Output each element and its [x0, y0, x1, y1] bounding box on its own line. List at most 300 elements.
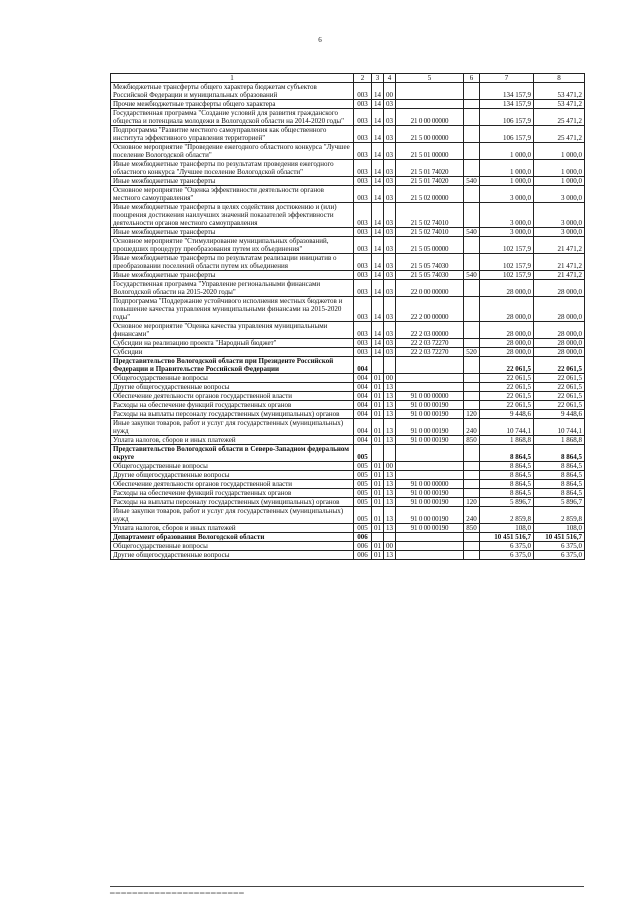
row-amount-2: 1 000,0	[534, 143, 585, 160]
row-amount-1: 6 375,0	[480, 551, 534, 560]
row-section-code	[372, 533, 384, 542]
row-amount-1: 10 744,1	[480, 419, 534, 436]
row-name: Обеспечение деятельности органов государственной власти	[111, 480, 354, 489]
row-target-code: 21 5 02 74010	[396, 228, 464, 237]
row-expense-type: 120	[464, 498, 480, 507]
row-subsection-code: 00	[384, 462, 396, 471]
row-amount-2: 21 471,2	[534, 237, 585, 254]
row-expense-type	[464, 109, 480, 126]
row-amount-2: 9 448,6	[534, 410, 585, 419]
row-expense-type	[464, 445, 480, 462]
row-subsection-code: 13	[384, 471, 396, 480]
row-amount-2: 10 744,1	[534, 419, 585, 436]
row-amount-2: 25 471,2	[534, 126, 585, 143]
row-ministry-code: 004	[354, 410, 372, 419]
row-section-code: 01	[372, 374, 384, 383]
row-target-code: 91 0 00 00190	[396, 410, 464, 419]
row-amount-2: 28 000,0	[534, 339, 585, 348]
table-row	[111, 445, 585, 462]
row-ministry-code: 004	[354, 392, 372, 401]
row-section-code: 14	[372, 254, 384, 271]
row-subsection-code: 03	[384, 339, 396, 348]
row-ministry-code: 003	[354, 322, 372, 339]
row-section-code: 01	[372, 507, 384, 524]
row-name: Иные межбюджетные трансферты по результатам проведения ежегодного областного конкурса "Лучшее поселение Вологодской области"	[111, 160, 354, 177]
row-target-code: 21 5 02 74010	[396, 203, 464, 228]
row-target-code: 22 2 03 72270	[396, 348, 464, 357]
table-row	[111, 237, 585, 254]
row-ministry-code: 003	[354, 160, 372, 177]
row-section-code: 01	[372, 480, 384, 489]
row-section-code: 01	[372, 542, 384, 551]
row-subsection-code: 03	[384, 254, 396, 271]
row-amount-2: 3 000,0	[534, 203, 585, 228]
row-expense-type: 240	[464, 507, 480, 524]
row-target-code: 91 0 00 00190	[396, 419, 464, 436]
row-amount-2: 3 000,0	[534, 186, 585, 203]
row-expense-type	[464, 280, 480, 297]
row-amount-1: 1 868,8	[480, 436, 534, 445]
header-cell: 7	[480, 74, 534, 83]
row-subsection-code: 13	[384, 401, 396, 410]
row-section-code: 14	[372, 186, 384, 203]
row-name: Иные межбюджетные трансферты в целях содействия достижению и (или) поощрения достижения наилучших значений показателей эффективности деятельности органов местного самоуправления	[111, 203, 354, 228]
row-name: Иные межбюджетные трансферты	[111, 271, 354, 280]
row-subsection-code: 13	[384, 383, 396, 392]
row-section-code: 01	[372, 401, 384, 410]
row-ministry-code: 003	[354, 297, 372, 322]
row-expense-type	[464, 471, 480, 480]
row-subsection-code: 13	[384, 419, 396, 436]
row-subsection-code: 03	[384, 177, 396, 186]
row-subsection-code: 03	[384, 203, 396, 228]
row-expense-type: 120	[464, 410, 480, 419]
row-name: Расходы на выплаты персоналу государственных (муниципальных) органов	[111, 410, 354, 419]
row-ministry-code: 004	[354, 357, 372, 374]
row-name: Другие общегосударственные вопросы	[111, 551, 354, 560]
row-expense-type	[464, 100, 480, 109]
row-target-code	[396, 374, 464, 383]
row-amount-1: 2 859,8	[480, 507, 534, 524]
row-section-code: 01	[372, 524, 384, 533]
row-target-code: 91 0 00 00000	[396, 392, 464, 401]
row-section-code: 14	[372, 237, 384, 254]
row-name: Подпрограмма "Развитие местного самоуправления как общественного института эффективного управления территорией"	[111, 126, 354, 143]
row-name: Расходы на обеспечение функций государственных органов	[111, 489, 354, 498]
row-ministry-code: 003	[354, 228, 372, 237]
row-expense-type	[464, 480, 480, 489]
row-subsection-code	[384, 445, 396, 462]
row-section-code: 14	[372, 348, 384, 357]
page-number: 6	[318, 36, 322, 44]
table-row	[111, 177, 585, 186]
row-ministry-code: 003	[354, 339, 372, 348]
row-subsection-code: 03	[384, 271, 396, 280]
table-row	[111, 533, 585, 542]
row-name: Обеспечение деятельности органов государственной власти	[111, 392, 354, 401]
row-target-code: 22 2 03 72270	[396, 339, 464, 348]
row-amount-1: 102 157,9	[480, 237, 534, 254]
row-subsection-code: 13	[384, 480, 396, 489]
row-amount-2: 108,0	[534, 524, 585, 533]
row-target-code	[396, 533, 464, 542]
row-name: Департамент образования Вологодской области	[111, 533, 354, 542]
row-target-code: 91 0 00 00000	[396, 480, 464, 489]
row-amount-1: 1 000,0	[480, 177, 534, 186]
row-amount-2: 6 375,0	[534, 542, 585, 551]
table-row	[111, 383, 585, 392]
row-name: Основное мероприятие "Стимулирование муниципальных образований, прошедших процедуру преобразования путем их объединения"	[111, 237, 354, 254]
row-amount-1: 8 864,5	[480, 462, 534, 471]
row-expense-type	[464, 83, 480, 100]
row-section-code: 01	[372, 551, 384, 560]
row-expense-type	[464, 143, 480, 160]
row-amount-1: 8 864,5	[480, 489, 534, 498]
row-expense-type	[464, 339, 480, 348]
row-section-code: 14	[372, 228, 384, 237]
table-row	[111, 436, 585, 445]
row-amount-2: 22 061,5	[534, 374, 585, 383]
row-expense-type: 850	[464, 436, 480, 445]
row-amount-1: 1 000,0	[480, 160, 534, 177]
table-row	[111, 143, 585, 160]
row-subsection-code: 13	[384, 436, 396, 445]
row-name: Иные закупки товаров, работ и услуг для государственных (муниципальных) нужд	[111, 507, 354, 524]
row-ministry-code: 003	[354, 348, 372, 357]
row-amount-2: 28 000,0	[534, 280, 585, 297]
row-amount-1: 8 864,5	[480, 471, 534, 480]
row-expense-type: 540	[464, 228, 480, 237]
row-amount-2: 5 896,7	[534, 498, 585, 507]
row-ministry-code: 006	[354, 551, 372, 560]
row-subsection-code: 00	[384, 374, 396, 383]
row-name: Иные межбюджетные трансферты	[111, 228, 354, 237]
row-amount-2: 8 864,5	[534, 445, 585, 462]
row-name: Иные межбюджетные трансферты	[111, 177, 354, 186]
row-target-code: 22 2 03 00000	[396, 322, 464, 339]
header-cell: 4	[384, 74, 396, 83]
table-row	[111, 462, 585, 471]
row-ministry-code: 003	[354, 271, 372, 280]
row-amount-1: 28 000,0	[480, 322, 534, 339]
row-section-code: 01	[372, 489, 384, 498]
row-expense-type	[464, 357, 480, 374]
row-amount-2: 53 471,2	[534, 100, 585, 109]
row-ministry-code: 004	[354, 383, 372, 392]
row-amount-1: 102 157,9	[480, 254, 534, 271]
row-ministry-code: 005	[354, 489, 372, 498]
row-name: Основное мероприятие "Оценка эффективности деятельности органов местного самоуправления"	[111, 186, 354, 203]
row-ministry-code: 005	[354, 462, 372, 471]
row-subsection-code: 13	[384, 524, 396, 533]
row-amount-1: 106 157,9	[480, 126, 534, 143]
table-row	[111, 160, 585, 177]
table-row	[111, 109, 585, 126]
row-name: Расходы на выплаты персоналу государственных (муниципальных) органов	[111, 498, 354, 507]
row-amount-2: 1 868,8	[534, 436, 585, 445]
row-name: Другие общегосударственные вопросы	[111, 383, 354, 392]
row-name: Иные закупки товаров, работ и услуг для государственных (муниципальных) нужд	[111, 419, 354, 436]
row-amount-1: 22 061,5	[480, 357, 534, 374]
row-name: Субсидии на реализацию проекта "Народный бюджет"	[111, 339, 354, 348]
row-ministry-code: 006	[354, 542, 372, 551]
table-row	[111, 203, 585, 228]
row-amount-2: 1 000,0	[534, 177, 585, 186]
row-expense-type	[464, 254, 480, 271]
table-row	[111, 498, 585, 507]
table-row	[111, 410, 585, 419]
row-amount-1: 8 864,5	[480, 445, 534, 462]
row-section-code: 14	[372, 160, 384, 177]
row-subsection-code: 03	[384, 237, 396, 254]
row-name: Уплата налогов, сборов и иных платежей	[111, 436, 354, 445]
row-amount-1: 108,0	[480, 524, 534, 533]
row-section-code: 14	[372, 322, 384, 339]
row-amount-1: 102 157,9	[480, 271, 534, 280]
row-expense-type: 540	[464, 271, 480, 280]
row-name: Представительство Вологодской области при Президенте Российской Федерации и Правительстве Российской Федерации	[111, 357, 354, 374]
row-ministry-code: 003	[354, 100, 372, 109]
row-expense-type	[464, 489, 480, 498]
row-amount-2: 3 000,0	[534, 228, 585, 237]
row-target-code: 91 0 00 00190	[396, 498, 464, 507]
row-section-code: 14	[372, 280, 384, 297]
row-name: Основное мероприятие "Проведение ежегодного областного конкурса "Лучшее поселение Вологодской области"	[111, 143, 354, 160]
row-section-code	[372, 357, 384, 374]
row-section-code: 01	[372, 498, 384, 507]
header-row	[111, 74, 585, 83]
row-target-code	[396, 471, 464, 480]
row-expense-type	[464, 533, 480, 542]
row-expense-type	[464, 392, 480, 401]
row-amount-2: 6 375,0	[534, 551, 585, 560]
row-amount-1: 28 000,0	[480, 339, 534, 348]
table-row	[111, 339, 585, 348]
row-amount-2: 8 864,5	[534, 489, 585, 498]
row-amount-2: 28 000,0	[534, 297, 585, 322]
table-row	[111, 489, 585, 498]
row-target-code: 21 0 00 00000	[396, 109, 464, 126]
row-target-code: 22 0 00 00000	[396, 280, 464, 297]
row-ministry-code: 005	[354, 507, 372, 524]
row-expense-type	[464, 322, 480, 339]
row-amount-1: 10 451 516,7	[480, 533, 534, 542]
row-amount-1: 22 061,5	[480, 374, 534, 383]
row-subsection-code	[384, 357, 396, 374]
row-amount-1: 8 864,5	[480, 480, 534, 489]
table-row	[111, 280, 585, 297]
row-section-code: 01	[372, 383, 384, 392]
row-name: Прочие межбюджетные трансферты общего характера	[111, 100, 354, 109]
row-amount-1: 134 157,9	[480, 83, 534, 100]
next-page-fragment	[110, 886, 584, 897]
row-amount-1: 106 157,9	[480, 109, 534, 126]
row-subsection-code: 13	[384, 392, 396, 401]
row-section-code: 01	[372, 471, 384, 480]
table-row	[111, 419, 585, 436]
row-amount-2: 8 864,5	[534, 462, 585, 471]
table-row	[111, 83, 585, 100]
row-section-code: 14	[372, 177, 384, 186]
row-amount-2: 53 471,2	[534, 83, 585, 100]
row-expense-type	[464, 186, 480, 203]
row-subsection-code: 03	[384, 100, 396, 109]
table-row	[111, 297, 585, 322]
row-subsection-code: 03	[384, 109, 396, 126]
row-ministry-code: 003	[354, 203, 372, 228]
row-ministry-code: 003	[354, 109, 372, 126]
row-name: Подпрограмма "Поддержание устойчивого исполнения местных бюджетов и повышение качества управления муниципальными финансами на 2015-2020 годы"	[111, 297, 354, 322]
table-row	[111, 100, 585, 109]
row-subsection-code: 03	[384, 186, 396, 203]
row-name: Общегосударственные вопросы	[111, 462, 354, 471]
row-target-code: 91 0 00 00190	[396, 524, 464, 533]
row-target-code	[396, 445, 464, 462]
row-target-code	[396, 100, 464, 109]
row-amount-2: 21 471,2	[534, 254, 585, 271]
row-amount-1: 22 061,5	[480, 392, 534, 401]
header-cell: 5	[396, 74, 464, 83]
row-amount-1: 22 061,5	[480, 383, 534, 392]
row-subsection-code: 00	[384, 83, 396, 100]
table-row	[111, 228, 585, 237]
row-ministry-code: 004	[354, 436, 372, 445]
table-row	[111, 357, 585, 374]
row-subsection-code: 13	[384, 410, 396, 419]
row-target-code	[396, 542, 464, 551]
row-ministry-code: 003	[354, 126, 372, 143]
row-amount-2: 22 061,5	[534, 357, 585, 374]
row-name: Расходы на обеспечение функций государственных органов	[111, 401, 354, 410]
row-target-code: 21 5 01 74020	[396, 177, 464, 186]
row-name: Уплата налогов, сборов и иных платежей	[111, 524, 354, 533]
row-amount-2: 8 864,5	[534, 480, 585, 489]
row-target-code	[396, 383, 464, 392]
row-ministry-code: 003	[354, 186, 372, 203]
row-amount-1: 28 000,0	[480, 297, 534, 322]
row-name: Иные межбюджетные трансферты по результатам реализации инициатив о преобразовании поселений области путем их объединения	[111, 254, 354, 271]
row-expense-type: 240	[464, 419, 480, 436]
row-amount-2: 1 000,0	[534, 160, 585, 177]
row-section-code: 14	[372, 109, 384, 126]
row-expense-type	[464, 551, 480, 560]
header-cell: 1	[111, 74, 354, 83]
row-subsection-code: 03	[384, 322, 396, 339]
row-target-code	[396, 83, 464, 100]
table-row	[111, 551, 585, 560]
row-section-code: 14	[372, 83, 384, 100]
row-target-code: 91 0 00 00190	[396, 436, 464, 445]
table-row	[111, 186, 585, 203]
cut-off-row-decoration: ▁▁▁▁▁▁▁▁▁▁▁▁▁▁▁▁▁▁▁▁▁▁▁▁	[110, 888, 245, 894]
row-ministry-code: 006	[354, 533, 372, 542]
row-target-code: 91 0 00 00190	[396, 507, 464, 524]
row-amount-1: 28 000,0	[480, 348, 534, 357]
row-name: Основное мероприятие "Оценка качества управления муниципальными финансами"	[111, 322, 354, 339]
row-subsection-code: 13	[384, 489, 396, 498]
row-name: Субсидии	[111, 348, 354, 357]
table-row	[111, 401, 585, 410]
table-row	[111, 524, 585, 533]
row-ministry-code: 003	[354, 177, 372, 186]
row-amount-1: 9 448,6	[480, 410, 534, 419]
row-expense-type	[464, 126, 480, 143]
row-ministry-code: 004	[354, 374, 372, 383]
row-subsection-code: 03	[384, 348, 396, 357]
header-cell: 6	[464, 74, 480, 83]
table-row	[111, 254, 585, 271]
row-section-code: 14	[372, 271, 384, 280]
row-target-code: 21 5 02 00000	[396, 186, 464, 203]
row-ministry-code: 004	[354, 419, 372, 436]
row-section-code	[372, 445, 384, 462]
row-ministry-code: 005	[354, 524, 372, 533]
row-expense-type	[464, 401, 480, 410]
row-ministry-code: 005	[354, 445, 372, 462]
table-row	[111, 542, 585, 551]
row-expense-type: 520	[464, 348, 480, 357]
row-name: Общегосударственные вопросы	[111, 542, 354, 551]
row-expense-type	[464, 542, 480, 551]
table-row	[111, 392, 585, 401]
row-expense-type	[464, 297, 480, 322]
row-target-code: 21 5 01 74020	[396, 160, 464, 177]
row-target-code: 91 0 00 00190	[396, 401, 464, 410]
row-expense-type	[464, 203, 480, 228]
row-subsection-code: 03	[384, 160, 396, 177]
row-target-code: 91 0 00 00190	[396, 489, 464, 498]
row-expense-type	[464, 237, 480, 254]
row-amount-2: 2 859,8	[534, 507, 585, 524]
row-ministry-code: 005	[354, 480, 372, 489]
row-ministry-code: 005	[354, 498, 372, 507]
row-expense-type	[464, 374, 480, 383]
row-amount-2: 25 471,2	[534, 109, 585, 126]
row-expense-type: 540	[464, 177, 480, 186]
row-expense-type	[464, 160, 480, 177]
row-subsection-code: 03	[384, 280, 396, 297]
table-row	[111, 507, 585, 524]
row-amount-1: 3 000,0	[480, 203, 534, 228]
row-amount-1: 5 896,7	[480, 498, 534, 507]
row-amount-2: 8 864,5	[534, 471, 585, 480]
row-name: Межбюджетные трансферты общего характера бюджетам субъектов Российской Федерации и муниципальных образований	[111, 83, 354, 100]
row-amount-2: 22 061,5	[534, 383, 585, 392]
row-name: Общегосударственные вопросы	[111, 374, 354, 383]
row-expense-type: 850	[464, 524, 480, 533]
row-target-code: 22 2 00 00000	[396, 297, 464, 322]
table-row	[111, 126, 585, 143]
row-amount-1: 22 061,5	[480, 401, 534, 410]
row-subsection-code: 00	[384, 542, 396, 551]
row-expense-type	[464, 383, 480, 392]
row-ministry-code: 003	[354, 237, 372, 254]
row-amount-1: 3 000,0	[480, 186, 534, 203]
row-ministry-code: 003	[354, 83, 372, 100]
row-section-code: 14	[372, 100, 384, 109]
row-subsection-code: 13	[384, 498, 396, 507]
row-target-code: 21 5 00 00000	[396, 126, 464, 143]
row-name: Государственная программа "Создание условий для развития гражданского общества и потенциала молодежи в Вологодской области на 2014-2020 годы"	[111, 109, 354, 126]
header-cell: 8	[534, 74, 585, 83]
row-amount-1: 1 000,0	[480, 143, 534, 160]
row-section-code: 01	[372, 436, 384, 445]
row-section-code: 14	[372, 126, 384, 143]
row-subsection-code: 03	[384, 297, 396, 322]
row-amount-2: 22 061,5	[534, 392, 585, 401]
row-amount-1: 134 157,9	[480, 100, 534, 109]
row-amount-1: 3 000,0	[480, 228, 534, 237]
